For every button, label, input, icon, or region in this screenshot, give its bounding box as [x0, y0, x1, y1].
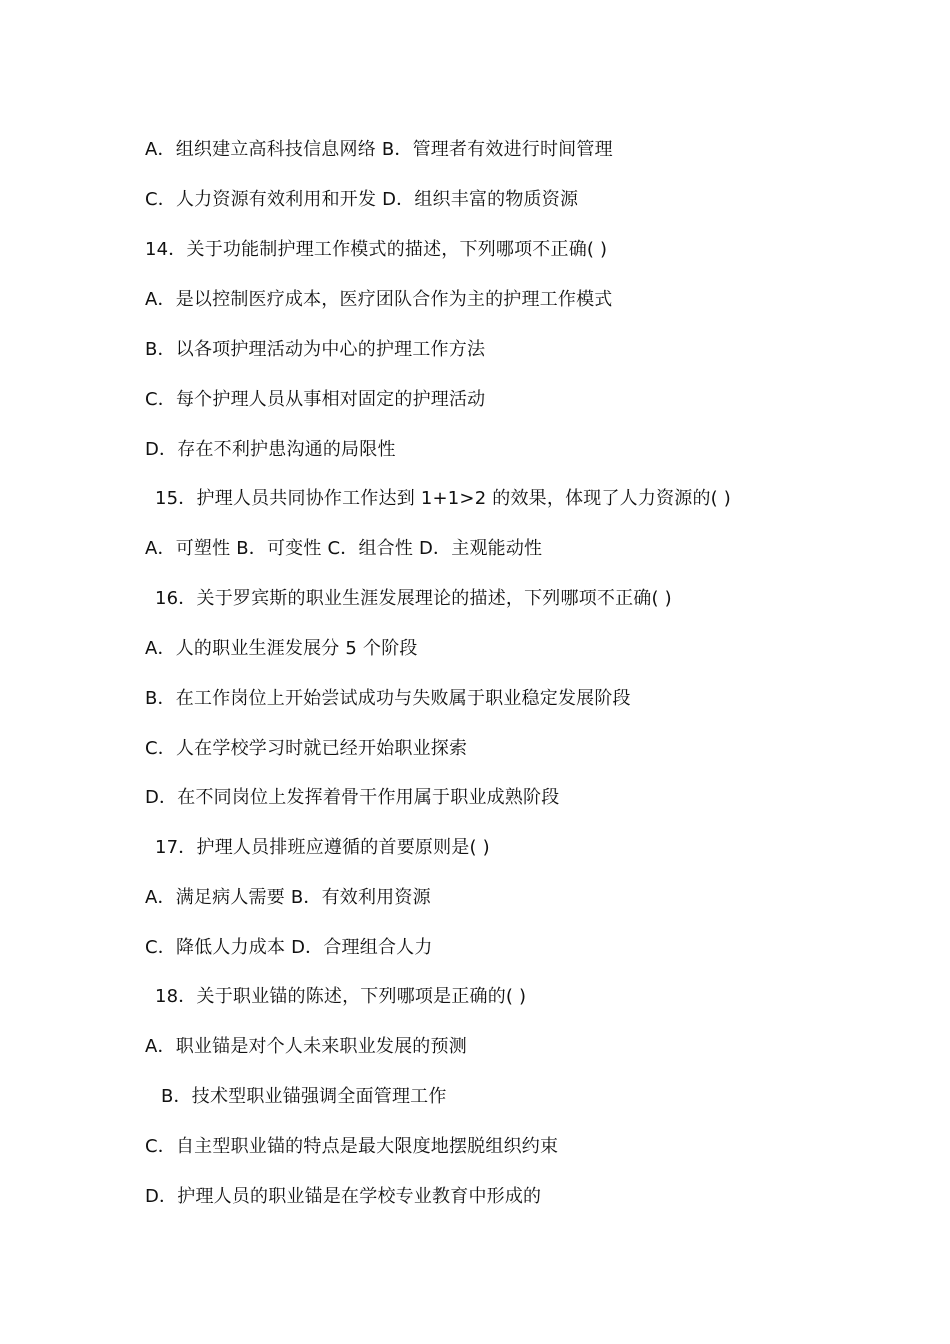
option-line: C．人在学校学习时就已经开始职业探索	[145, 738, 468, 759]
option-line: D．在不同岗位上发挥着骨干作用属于职业成熟阶段	[145, 787, 560, 808]
option-line: A．是以控制医疗成本，医疗团队合作为主的护理工作模式	[145, 289, 613, 310]
option-line: C．人力资源有效利用和开发 D．组织丰富的物质资源	[145, 189, 579, 210]
option-line: A．人的职业生涯发展分 5 个阶段	[145, 638, 418, 659]
option-line: C．每个护理人员从事相对固定的护理活动	[145, 389, 486, 410]
question-18: 18．关于职业锚的陈述，下列哪项是正确的( )	[155, 986, 527, 1007]
option-line: B．在工作岗位上开始尝试成功与失败属于职业稳定发展阶段	[145, 688, 631, 709]
option-line: D．护理人员的职业锚是在学校专业教育中形成的	[145, 1186, 542, 1207]
option-line: B．技术型职业锚强调全面管理工作	[161, 1086, 447, 1107]
option-line: A．职业锚是对个人未来职业发展的预测	[145, 1036, 467, 1057]
option-line: C．自主型职业锚的特点是最大限度地摆脱组织约束	[145, 1136, 559, 1157]
option-line: A．可塑性 B．可变性 C．组合性 D．主观能动性	[145, 538, 543, 559]
question-17: 17．护理人员排班应遵循的首要原则是( )	[155, 837, 490, 858]
option-line: A．满足病人需要 B．有效利用资源	[145, 887, 431, 908]
option-line: C．降低人力成本 D．合理组合人力	[145, 937, 433, 958]
option-line: B．以各项护理活动为中心的护理工作方法	[145, 339, 486, 360]
question-14: 14．关于功能制护理工作模式的描述，下列哪项不正确( )	[145, 239, 608, 260]
option-line: A．组织建立高科技信息网络 B．管理者有效进行时间管理	[145, 139, 613, 160]
question-15: 15．护理人员共同协作工作达到 1+1>2 的效果，体现了人力资源的( )	[155, 488, 732, 509]
option-line: D．存在不利护患沟通的局限性	[145, 439, 396, 460]
question-16: 16．关于罗宾斯的职业生涯发展理论的描述，下列哪项不正确( )	[155, 588, 672, 609]
